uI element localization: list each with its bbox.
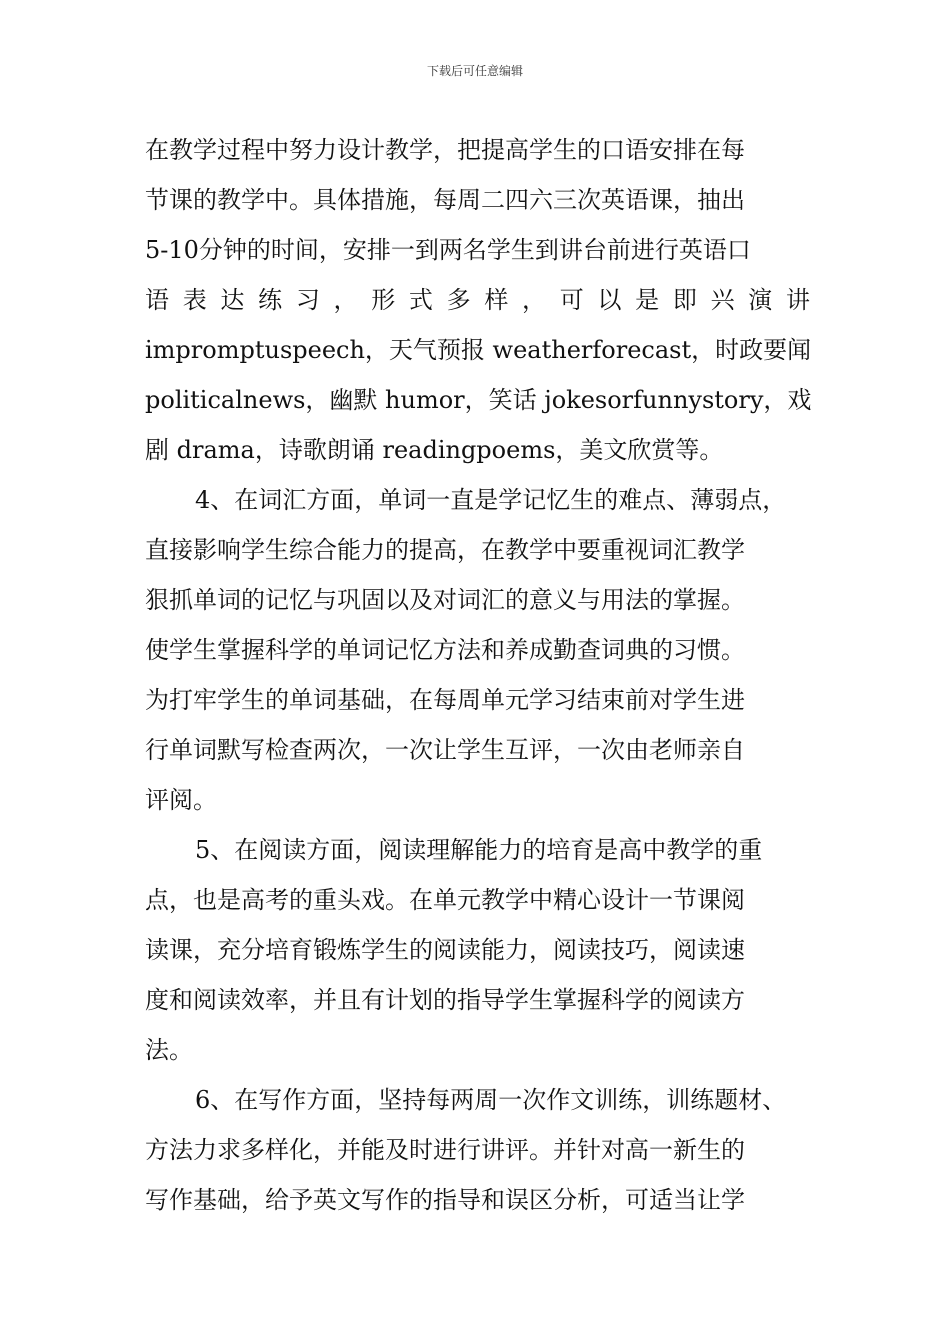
paragraph-speaking — [145, 127, 810, 477]
text-line: 法。 — [145, 1036, 193, 1064]
text-line: 语 表 达 练 习 ， 形 式 多 样 ， 可 以 是 即 兴 演 讲 — [145, 286, 810, 314]
text-line: 点，也是高考的重头戏。在单元教学中精心设计一节课阅 — [145, 886, 745, 914]
text-line: 评阅。 — [145, 786, 217, 814]
text-line: 4、在词汇方面，单词一直是学记忆生的难点、薄弱点， — [195, 486, 787, 514]
text-line: 5-10分钟的时间，安排一到两名学生到讲台前进行英语口 — [145, 236, 751, 264]
paragraph-vocabulary — [145, 477, 810, 827]
text-line: 为打牢学生的单词基础，在每周单元学习结束前对学生进 — [145, 686, 745, 714]
text-line: 行单词默写检查两次，一次让学生互评，一次由老师亲自 — [145, 736, 745, 764]
text-line: 5、在阅读方面，阅读理解能力的培育是高中教学的重 — [195, 836, 763, 864]
text-line: impromptuspeech，天气预报 weatherforecast，时政要闻 — [145, 336, 812, 364]
text-line: 剧 drama，诗歌朗诵 readingpoems，美文欣赏等。 — [145, 436, 724, 464]
text-line: 狠抓单词的记忆与巩固以及对词汇的意义与用法的掌握。 — [145, 586, 745, 614]
text-line: 6、在写作方面，坚持每两周一次作文训练，训练题材、 — [195, 1086, 787, 1114]
document-body — [145, 127, 810, 1227]
paragraph-reading — [145, 827, 810, 1077]
text-line: 在教学过程中努力设计教学，把提高学生的口语安排在每 — [145, 136, 745, 164]
text-line: politicalnews，幽默 humor，笑话 jokesorfunnystory，戏 — [145, 386, 812, 414]
page-header-note: 下载后可任意编辑 — [426, 64, 523, 78]
text-line: 节课的教学中。具体措施，每周二四六三次英语课，抽出 — [145, 186, 745, 214]
text-line: 写作基础，给予英文写作的指导和误区分析，可适当让学 — [145, 1186, 745, 1214]
text-line: 使学生掌握科学的单词记忆方法和养成勤查词典的习惯。 — [145, 636, 745, 664]
text-line: 读课，充分培育锻炼学生的阅读能力，阅读技巧，阅读速 — [145, 936, 745, 964]
text-line: 度和阅读效率，并且有计划的指导学生掌握科学的阅读方 — [145, 986, 745, 1014]
text-line: 直接影响学生综合能力的提高，在教学中要重视词汇教学 — [145, 536, 745, 564]
paragraph-writing — [145, 1077, 810, 1227]
text-line: 方法力求多样化，并能及时进行讲评。并针对高一新生的 — [145, 1136, 745, 1164]
